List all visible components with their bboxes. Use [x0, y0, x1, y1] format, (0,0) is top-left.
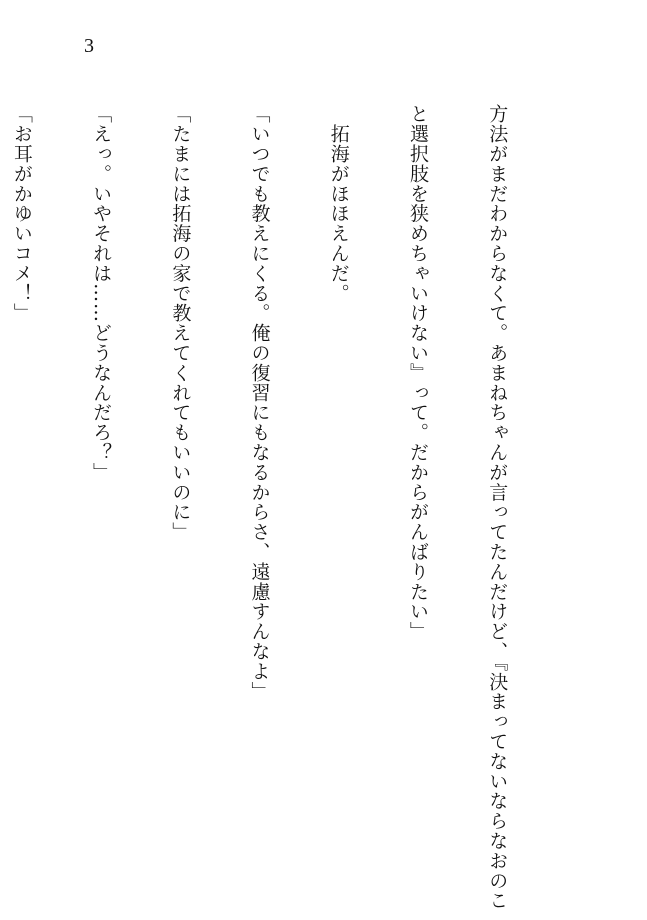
- novel-text-block: [10, 104, 563, 911]
- page-number: 3: [84, 35, 94, 57]
- text-line: 「えっ。いやそれは……どうなんだろ？」: [90, 104, 113, 483]
- text-line: 「たまには拓海の家で教えてくれてもいいのに」: [169, 104, 192, 542]
- text-line: 方法がまだわからなくて。あまねちゃんが言ってたんだけど、『決まってないならなおのこ: [486, 104, 509, 911]
- text-line: と選択肢を狭めちゃいけない』って。だからがんばりたい」: [406, 104, 429, 642]
- text-line: 「いつでも教えにくる。俺の復習にもなるからさ、遠慮すんなよ」: [248, 104, 271, 701]
- text-line: 拓海がほほえんだ。: [327, 104, 350, 303]
- text-line: 「お耳がかゆいコメ！」: [10, 104, 33, 323]
